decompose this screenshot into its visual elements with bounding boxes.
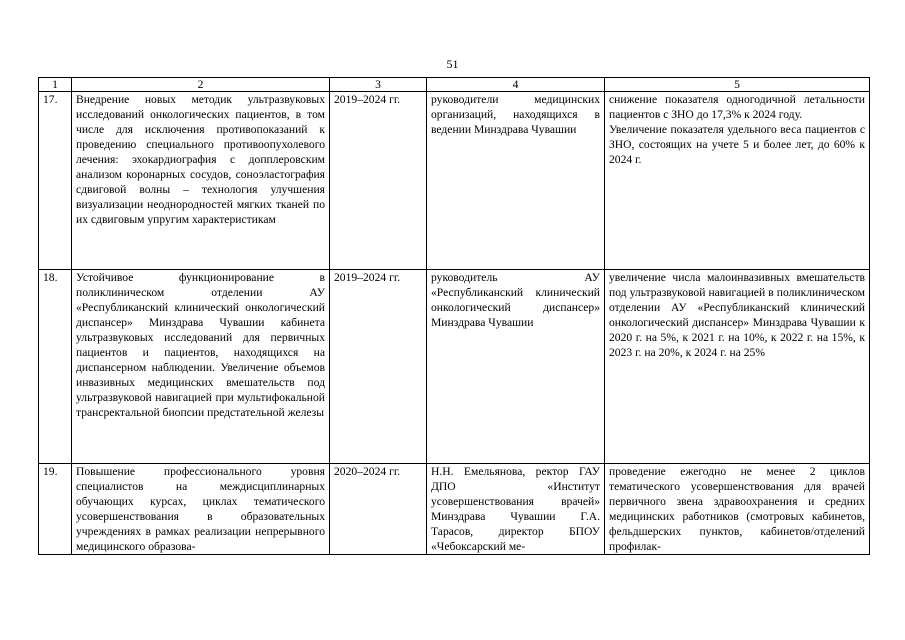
table-row <box>39 270 870 464</box>
result-text: проведение ежегодно не менее 2 циклов тематического усовершенствования для врачей первичного звена здравоохранения и средних медицинских работников (смотровых кабинетов, фельдшерских пунктов, кабинетов/отделений профилак- <box>609 465 865 553</box>
row-number: 19. <box>39 464 72 555</box>
header-col-2: 2 <box>72 78 330 92</box>
period-cell: 2019–2024 гг. <box>330 270 427 464</box>
row-number: 17. <box>39 92 72 270</box>
table-header-row <box>39 78 870 92</box>
page-number: 51 <box>446 57 459 71</box>
result-cell: увеличение числа малоинвазивных вмешательств под ультразвуковой навигацией в поликлиническом отделении АУ «Республиканский клинический онкологический диспансер» Минздрава Чувашии к 2020 г. на 5%, к 2021 г. на 10%, к 2022 г. на 15%, к 2023 г. на 20%, к 2024 г. на 25% <box>605 270 870 464</box>
period-cell: 2020–2024 гг. <box>330 464 427 555</box>
measures-table <box>38 77 870 555</box>
measure-cell <box>72 464 330 555</box>
period-cell: 2019–2024 гг. <box>330 92 427 270</box>
responsible-cell: руководитель АУ «Республиканский клинический онкологический диспансер» Минздрава Чувашии <box>427 270 605 464</box>
table-row <box>39 464 870 555</box>
header-col-1: 1 <box>39 78 72 92</box>
result-paragraph: Увеличение показателя удельного веса пациентов с ЗНО, состоящих на учете 5 и более лет, до 60% к 2024 г. <box>609 123 865 166</box>
result-cell <box>605 464 870 555</box>
result-paragraph: снижение показателя одногодичной летальности пациентов с ЗНО до 17,3% к 2024 году. <box>609 93 865 121</box>
responsible-cell <box>427 464 605 555</box>
measure-cell: Устойчивое функционирование в поликлиническом отделении АУ «Республиканский клинический онкологический диспансер» Минздрава Чувашии кабинета ультразвуковых исследований для первичных пациентов и пациентов, находящихся на диспансерном наблюдении. Увеличение объемов инвазивных медицинских вмешательств под ультразвуковой навигацией при мультифокальной трансректальной биопсии предстательной железы <box>72 270 330 464</box>
header-col-3: 3 <box>330 78 427 92</box>
result-cell <box>605 92 870 270</box>
table-row <box>39 92 870 270</box>
responsible-text: Н.Н. Емельянова, ректор ГАУ ДПО «Институт усовершенствования врачей» Минздрава Чувашии Г.А. Тарасов, директор БПОУ «Чебоксарский ме- <box>431 465 600 553</box>
header-col-4: 4 <box>427 78 605 92</box>
measure-text: Повышение профессионального уровня специалистов на междисциплинарных обучающих курсах, циклах тематического усовершенствования в образовательных учреждениях в рамках реализации непрерывного медицинского образова- <box>76 465 325 553</box>
measure-cell: Внедрение новых методик ультразвуковых исследований онкологических пациентов, в том числе для исключения противопоказаний к проведению специального противоопухолевого лечения: эхокардиография с допплеровским анализом коронарных сосудов, соноэластография сдвиговой волны – технология улучшения визуализации неоднородностей мягких тканей по их сдвиговым упругим характеристикам <box>72 92 330 270</box>
responsible-cell: руководители медицинских организаций, находящихся в ведении Минздрава Чувашии <box>427 92 605 270</box>
header-col-5: 5 <box>605 78 870 92</box>
row-number: 18. <box>39 270 72 464</box>
